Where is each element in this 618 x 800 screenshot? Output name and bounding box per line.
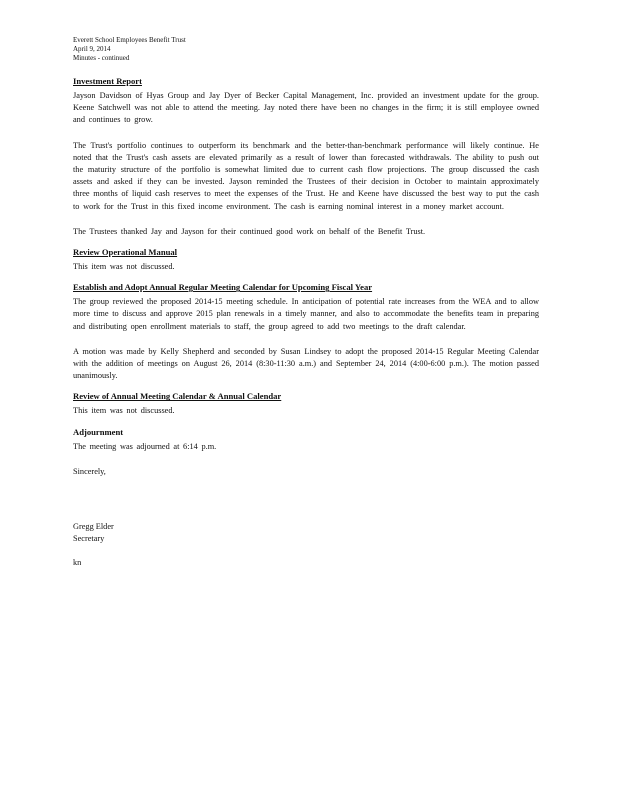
paragraph: The Trust's portfolio continues to outperform its benchmark and the better-than-benchmark performance will likely continue. He noted that the Trust's cash assets are elevated primarily as a result of lower than forecasted withdrawals. The ability to push out the maturity structure of the portfolio is somewhat limited due to current cash flow projections. The group discussed the cash assets and asked if they can be invested. Jayson reminded the Trustees of their decision in October to maintain approximately three months of liquid cash reserves to meet the expenses of the Trust. He and Keene have discussed the best way to put the cash to work for the Trust in this fixed income environment. The cash is earning nominal interest in a money market account. bbox=[73, 140, 539, 211]
paragraph: This item was not discussed. bbox=[73, 262, 175, 272]
document-header bbox=[73, 36, 539, 63]
section-title: Establish and Adopt Annual Regular Meeting Calendar for Upcoming Fiscal Year bbox=[73, 282, 373, 293]
closing-block bbox=[73, 466, 539, 569]
section-title: Investment Report bbox=[73, 76, 142, 86]
salutation: Sincerely, bbox=[73, 466, 106, 476]
signer-name: Gregg Elder bbox=[73, 522, 114, 532]
paragraph: A motion was made by Kelly Shepherd and seconded by Susan Lindsey to adopt the proposed 2014-15 Regular Meeting Calendar with the addition of meetings on August 26, 2014 (8:30-11:30 a.m.) and September 24, 2014 (4:00-6:00 p.m.). The motion passed unanimously. bbox=[73, 346, 539, 381]
section-adjournment bbox=[73, 427, 539, 453]
header-date: April 9, 2014 bbox=[73, 45, 111, 53]
document-page bbox=[73, 36, 539, 569]
signer-role: Secretary bbox=[73, 533, 105, 543]
paragraph: This item was not discussed. bbox=[73, 406, 175, 416]
section-meeting-calendar bbox=[73, 282, 539, 382]
paragraph: The Trustees thanked Jay and Jayson for their continued good work on behalf of the Benefit Trust. bbox=[73, 226, 426, 236]
section-title: Review Operational Manual bbox=[73, 247, 178, 258]
section-review-operational-manual bbox=[73, 247, 539, 273]
typist-initials: kn bbox=[73, 558, 82, 568]
section-title: Adjournment bbox=[73, 426, 124, 437]
section-review-annual-calendar bbox=[73, 391, 539, 417]
paragraph: Jayson Davidson of Hyas Group and Jay Dyer of Becker Capital Management, Inc. provided an investment update for the group. Keene Satchwell was not able to attend the meeting. Jay noted there have been no changes in the firm; it is still employee owned and continues to grow. bbox=[73, 91, 539, 125]
section-investment-report bbox=[73, 76, 539, 238]
paragraph: The meeting was adjourned at 6:14 p.m. bbox=[73, 441, 217, 451]
header-trust-name: Everett School Employees Benefit Trust bbox=[73, 36, 186, 44]
header-minutes-label: Minutes - continued bbox=[73, 54, 130, 62]
paragraph: The group reviewed the proposed 2014-15 meeting schedule. In anticipation of potential rate increases from the WEA and to allow more time to discuss and approve 2015 plan renewals in a timely manner, and also to accommodate the benefits team in preparing and distributing open enrollment materials to staff, the group agreed to add two meetings to the draft calendar. bbox=[73, 297, 539, 331]
section-title: Review of Annual Meeting Calendar & Annual Calendar bbox=[73, 391, 282, 402]
